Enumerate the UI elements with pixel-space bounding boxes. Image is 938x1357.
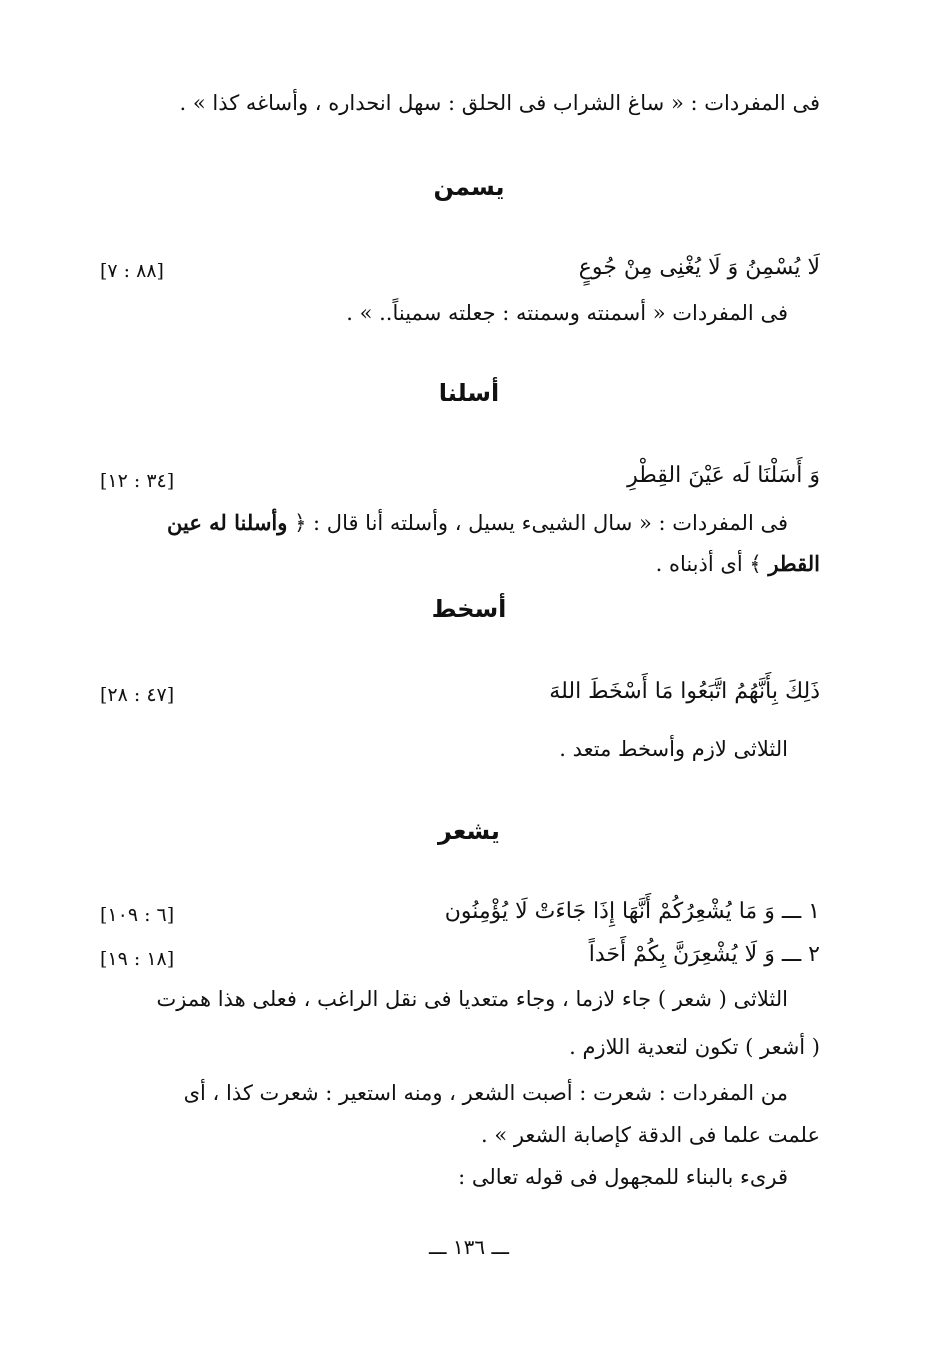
- note-asalna-line1-text: فى المفردات : « سال الشيىء يسيل ، وأسلته أنا قال : ﴿: [287, 511, 788, 535]
- note-asalna-line2-quote: القطر: [768, 551, 820, 576]
- verse-asalna: وَ أَسَلْنَا لَه عَيْنَ القِطْرِ: [627, 463, 820, 488]
- para2-line1: من المفردات : شعرت : أصبت الشعر ، ومنه استعير : شعرت كذا ، أى: [183, 1081, 788, 1105]
- note-asalna-line2: [100, 549, 820, 579]
- note-asalna-line1: [100, 508, 788, 538]
- heading-yasman: يسمن: [433, 173, 505, 201]
- verse-askhat: ذَلِكَ بِأَنَّهُمُ اتَّبَعُوا مَا أَسْخَطَ اللهَ: [549, 679, 820, 704]
- ref-yashur-1: [٦ : ١٠٩]: [100, 904, 175, 926]
- para1-line2: ( أشعر ) تكون لتعدية اللازم .: [569, 1035, 820, 1059]
- para2-line2: علمت علما فى الدقة كإصابة الشعر » .: [480, 1123, 820, 1147]
- ref-askhat: [٤٧ : ٢٨]: [100, 684, 175, 706]
- heading-asalna: أسلنا: [438, 379, 500, 407]
- note-yasman: فى المفردات « أسمنته وسمنته : جعلته سميناً.. » .: [346, 301, 788, 325]
- top-line: فى المفردات : « ساغ الشراب فى الحلق : سهل انحداره ، وأساغه كذا » .: [179, 91, 820, 115]
- ref-yasman: [٨٨ : ٧]: [100, 260, 164, 282]
- note-askhat: الثلاثى لازم وأسخط متعد .: [559, 737, 788, 761]
- heading-yashur: يشعر: [438, 817, 500, 845]
- note-asalna-line1-quote: وأسلنا له عين: [167, 510, 288, 535]
- heading-askhat: أسخط: [431, 595, 507, 623]
- ref-asalna: [٣٤ : ١٢]: [100, 470, 175, 492]
- para1-line1: الثلاثى ( شعر ) جاء لازما ، وجاء متعديا فى نقل الراغب ، فعلى هذا همزت: [156, 987, 788, 1011]
- para3-line1: قرىء بالبناء للمجهول فى قوله تعالى :: [458, 1165, 788, 1189]
- ref-yashur-2: [١٨ : ١٩]: [100, 948, 175, 970]
- verse-yasman: لَا يُسْمِنُ وَ لَا يُغْنِى مِنْ جُوعٍ: [578, 255, 820, 280]
- page-number: ـــ ١٣٦ ـــ: [428, 1235, 510, 1259]
- verse-yashur-1: ١ ـــ وَ مَا يُشْعِرُكُمْ أَنَّهَا إِذَا جَاءَتْ لَا يُؤْمِنُون: [444, 899, 820, 924]
- verse-yashur-2: ٢ ـــ وَ لَا يُشْعِرَنَّ بِكُمْ أَحَداً: [588, 942, 820, 967]
- note-asalna-line2-text: ﴾ أى أذبناه .: [655, 552, 769, 576]
